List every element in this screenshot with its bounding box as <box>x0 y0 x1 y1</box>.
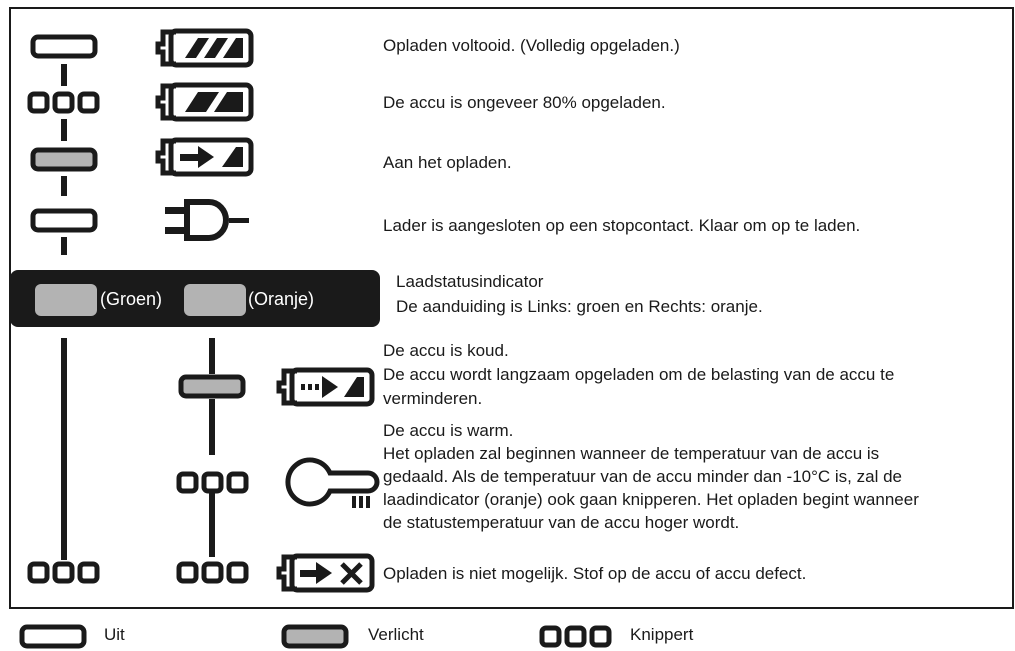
status-off-indicator <box>33 37 95 56</box>
warm-line-2: Het opladen zal beginnen wanneer de temperatuur van de accu is <box>383 444 880 463</box>
error-blink-green-indicator <box>30 564 97 581</box>
indicator-title: Laadstatusindicator <box>396 272 544 291</box>
cold-line-3: verminderen. <box>383 389 483 408</box>
legend-blink-label: Knippert <box>630 625 694 644</box>
indicator-description: De aanduiding is Links: groen en Rechts: oranje. <box>396 297 763 316</box>
error-text: Opladen is niet mogelijk. Stof op de accu of accu defect. <box>383 564 807 583</box>
error-blink-orange-indicator <box>179 564 246 581</box>
battery-charging-icon <box>158 140 251 174</box>
warm-line-4: laadindicator (oranje) ook gaan knipperen. Het opladen begint wanneer <box>383 490 919 509</box>
oranje-swatch <box>184 284 246 316</box>
battery-80-icon <box>158 85 251 119</box>
legend-lit-swatch <box>284 627 346 646</box>
status-off-indicator-2 <box>33 211 95 230</box>
legend-off-label: Uit <box>104 625 125 644</box>
oranje-label: (Oranje) <box>248 289 315 309</box>
cold-line-2: De accu wordt langzaam opgeladen om de belasting van de accu te <box>383 365 895 384</box>
row-full-text: Opladen voltooid. (Volledig opgeladen.) <box>383 36 680 55</box>
row-80-text: De accu is ongeveer 80% opgeladen. <box>383 93 666 112</box>
battery-error-icon <box>279 556 372 590</box>
battery-slow-charge-icon <box>279 370 372 404</box>
row-connected-text: Lader is aangesloten op een stopcontact. Klaar om op te laden. <box>383 216 861 235</box>
thermometer-icon <box>288 460 377 508</box>
status-blink-indicator <box>30 94 97 111</box>
warm-line-1: De accu is warm. <box>383 421 514 440</box>
status-lit-indicator <box>33 150 95 169</box>
row-charging-text: Aan het opladen. <box>383 153 512 172</box>
warm-line-3: gedaald. Als de temperatuur van de accu minder dan -10°C is, zal de <box>383 467 902 486</box>
legend-lit-label: Verlicht <box>368 625 424 644</box>
groen-label: (Groen) <box>100 289 163 309</box>
cold-lit-indicator <box>181 377 243 396</box>
groen-swatch <box>35 284 97 316</box>
plug-icon <box>165 202 249 238</box>
cold-line-1: De accu is koud. <box>383 341 509 360</box>
legend-off-swatch <box>22 627 84 646</box>
left-connector-bottom <box>61 338 67 560</box>
warm-line-5: de statustemperatuur van de accu hoger wordt. <box>383 513 740 532</box>
battery-full-icon <box>158 31 251 65</box>
right-connector <box>209 338 215 557</box>
warm-blink-indicator <box>179 474 246 491</box>
legend-blink-swatch <box>542 628 609 645</box>
